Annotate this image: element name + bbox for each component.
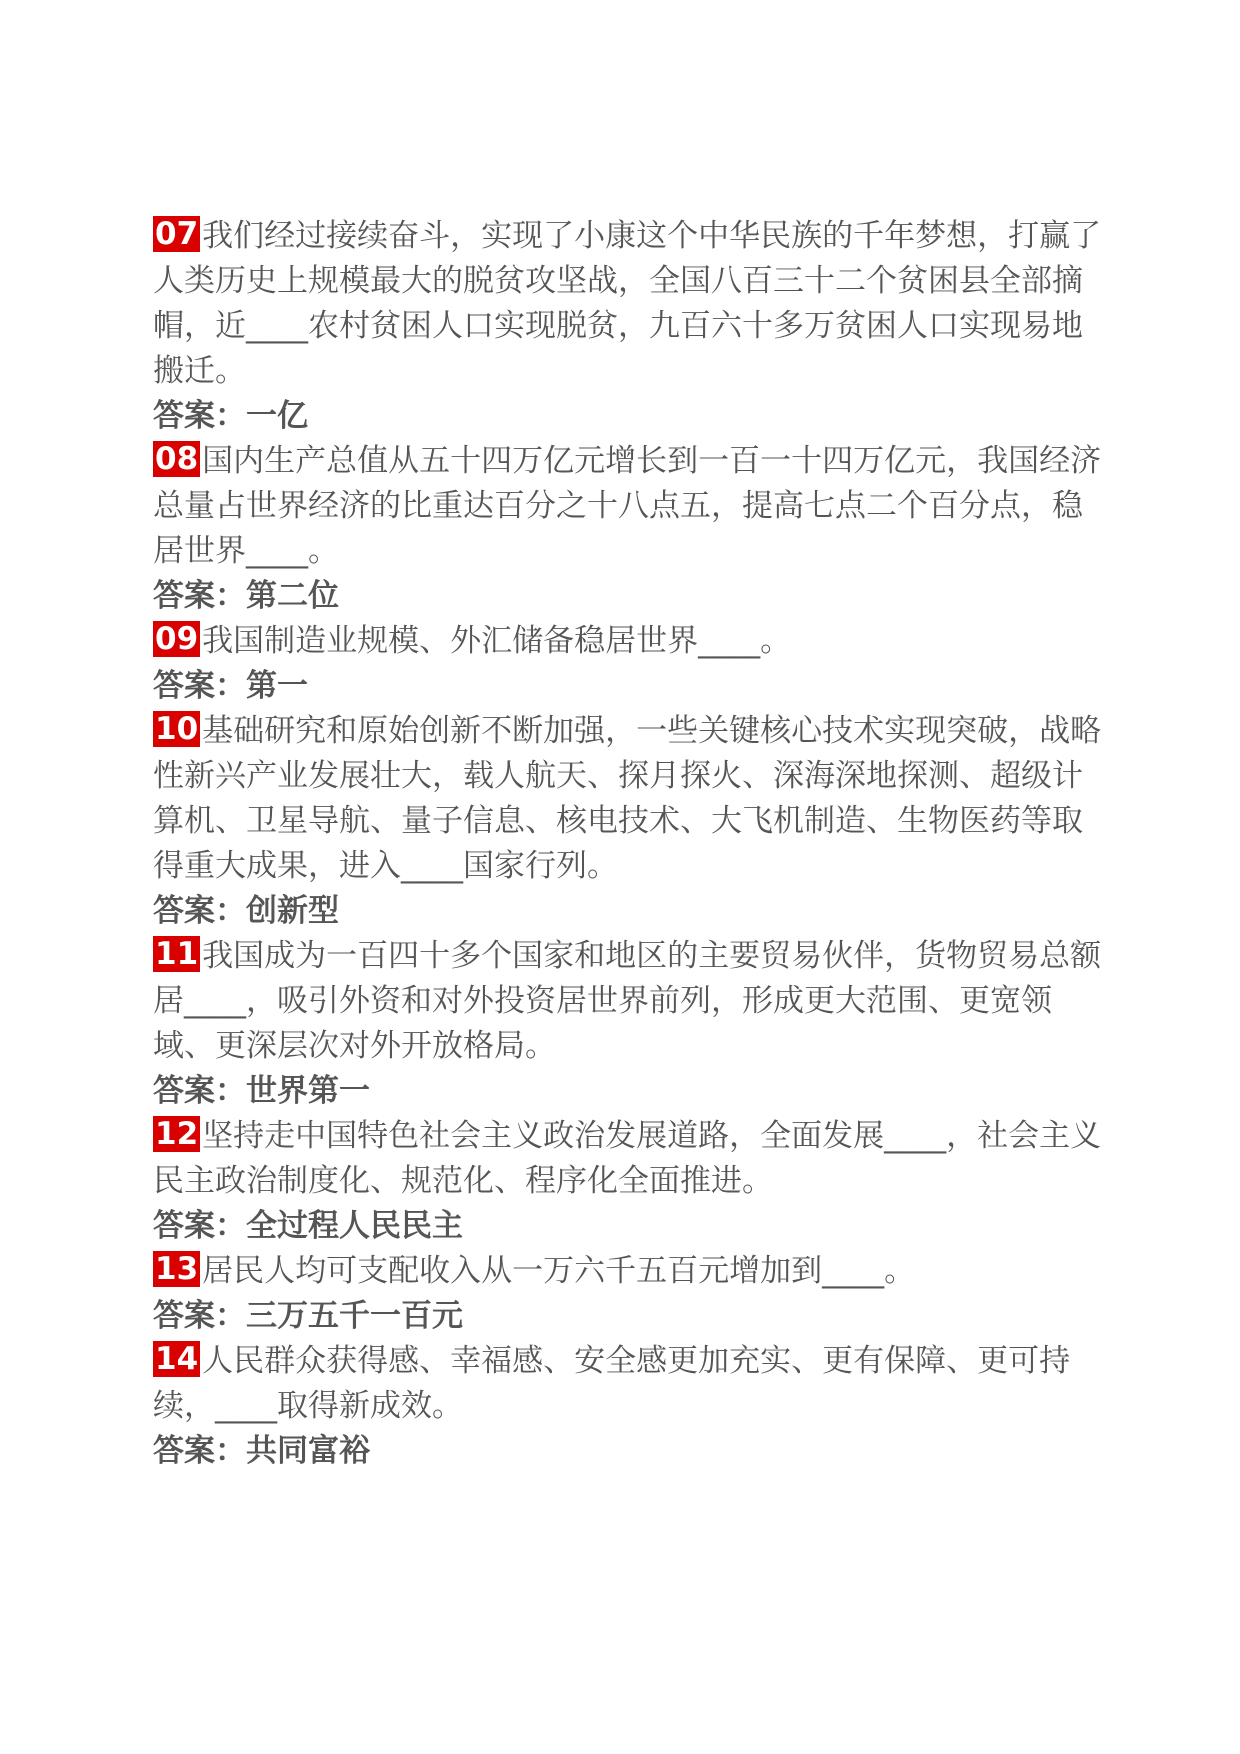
answer-text: 答案：创新型 — [153, 893, 339, 929]
question-text — [153, 619, 1113, 664]
question-item-07 — [153, 214, 1113, 439]
answer-text: 答案：第一 — [153, 668, 308, 704]
question-number-badge: 10 — [155, 711, 199, 747]
answer-text: 答案：全过程人民民主 — [153, 1208, 463, 1244]
question-item-12 — [153, 1114, 1113, 1249]
question-number-badge: 14 — [155, 1341, 199, 1377]
question-text — [153, 1114, 1113, 1204]
question-number-badge: 07 — [155, 216, 199, 252]
question-number-badge: 11 — [155, 936, 199, 972]
question-body: 我国制造业规模、外汇储备稳居世界____。 — [202, 623, 792, 659]
question-text — [153, 1249, 1113, 1294]
question-body: 我们经过接续奋斗，实现了小康这个中华民族的千年梦想，打赢了人类历史上规模最大的脱贫攻坚战，全国八百三十二个贫困县全部摘帽，近____农村贫困人口实现脱贫，九百六十多万贫困人口实现易地搬迁。 — [153, 218, 1102, 389]
question-item-08 — [153, 439, 1113, 619]
question-body: 人民群众获得感、幸福感、安全感更加充实、更有保障、更可持续，____取得新成效。 — [153, 1343, 1071, 1424]
question-number-badge: 08 — [155, 441, 199, 477]
question-text — [153, 1339, 1113, 1429]
question-body: 国内生产总值从五十四万亿元增长到一百一十四万亿元，我国经济总量占世界经济的比重达百分之十八点五，提高七点二个百分点，稳居世界____。 — [153, 443, 1102, 569]
question-body: 基础研究和原始创新不断加强，一些关键核心技术实现突破，战略性新兴产业发展壮大，载人航天、探月探火、深海深地探测、超级计算机、卫星导航、量子信息、核电技术、大飞机制造、生物医药等取得重大成果，进入____国家行列。 — [153, 713, 1102, 884]
question-item-11 — [153, 934, 1113, 1114]
question-body: 居民人均可支配收入从一万六千五百元增加到____。 — [202, 1253, 916, 1289]
question-item-14 — [153, 1339, 1113, 1474]
question-body: 我国成为一百四十多个国家和地区的主要贸易伙伴，货物贸易总额居____，吸引外资和对外投资居世界前列，形成更大范围、更宽领域、更深层次对外开放格局。 — [153, 938, 1102, 1064]
question-number-badge: 13 — [155, 1251, 199, 1287]
question-text — [153, 709, 1113, 889]
question-text — [153, 934, 1113, 1069]
question-text — [153, 439, 1113, 574]
document-body — [153, 214, 1113, 1474]
answer-text: 答案：世界第一 — [153, 1073, 370, 1109]
answer-text: 答案：一亿 — [153, 398, 308, 434]
question-item-10 — [153, 709, 1113, 934]
answer-text: 答案：第二位 — [153, 578, 339, 614]
question-number-badge: 09 — [155, 621, 199, 657]
question-item-13 — [153, 1249, 1113, 1339]
question-number-badge: 12 — [155, 1116, 199, 1152]
answer-text: 答案：共同富裕 — [153, 1433, 370, 1469]
question-text — [153, 214, 1113, 394]
answer-text: 答案：三万五千一百元 — [153, 1298, 463, 1334]
question-item-09 — [153, 619, 1113, 709]
question-body: 坚持走中国特色社会主义政治发展道路，全面发展____，社会主义民主政治制度化、规范化、程序化全面推进。 — [153, 1118, 1102, 1199]
